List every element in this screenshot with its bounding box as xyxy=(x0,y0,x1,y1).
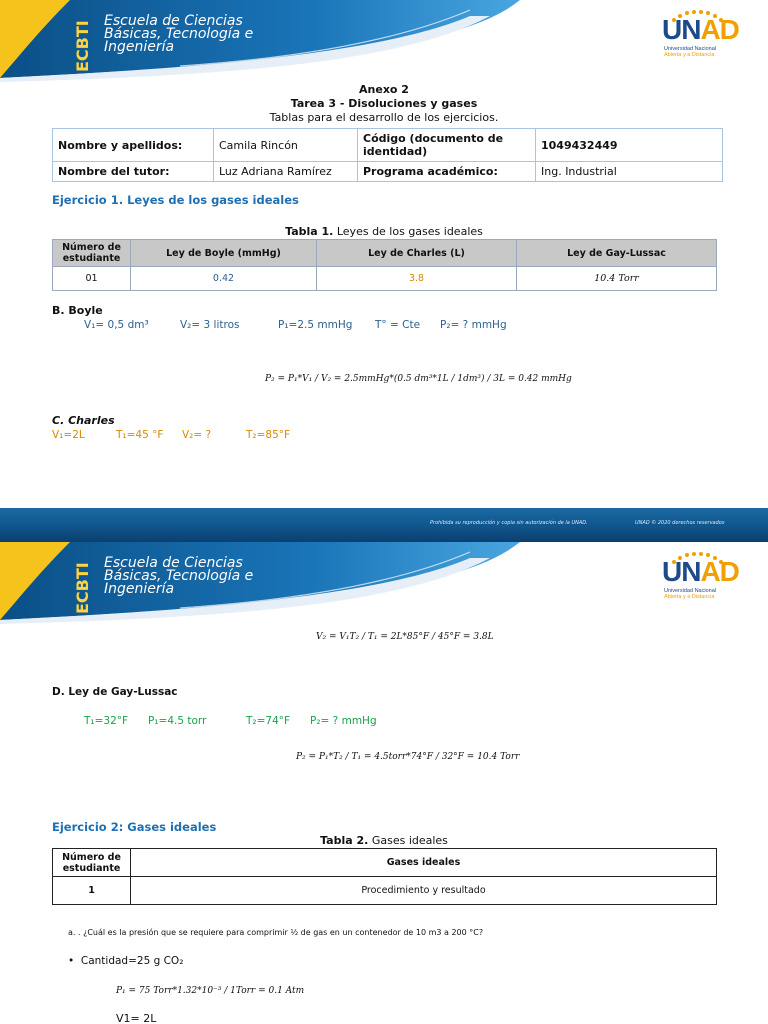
t1-header-boyle: Ley de Boyle (mmHg) xyxy=(131,240,317,267)
ecbti-text: ECBTI xyxy=(73,20,92,72)
program-value: Ing. Industrial xyxy=(536,162,723,182)
gay-lussac-p1: P₁=4.5 torr xyxy=(148,715,207,727)
gay-lussac-formula: P₂ = P₁*T₂ / T₁ = 4.5torr*74°F / 32°F = 10.4 Torr xyxy=(296,752,520,762)
code-value: 1049432449 xyxy=(536,129,723,162)
school-name-page2 xyxy=(104,557,253,596)
t1-cell-student: 01 xyxy=(53,267,131,291)
table2-caption: Tabla 2. Gases ideales xyxy=(320,834,448,847)
annex-title: Anexo 2 xyxy=(359,83,409,96)
boyle-p1: P₁=2.5 mmHg xyxy=(278,319,353,331)
t1-header-student: Número de estudiante xyxy=(53,240,131,267)
t1-cell-charles: 3.8 xyxy=(317,267,517,291)
t2-header-student: Número de estudiante xyxy=(53,849,131,877)
school-line-3: Ingeniería xyxy=(104,39,175,55)
charles-title: C. Charles xyxy=(52,414,115,427)
school-line-2: Básicas, Tecnología e xyxy=(104,568,254,584)
footer-rights: UNAD © 2020 derechos reservados xyxy=(635,520,725,526)
ecbti-logo xyxy=(70,14,96,74)
exercise2-bullet: • Cantidad=25 g CO₂ xyxy=(68,955,184,967)
charles-formula: V₂ = V₁T₂ / T₁ = 2L*85°F / 45°F = 3.8L xyxy=(316,632,494,642)
boyle-p2: P₂= ? mmHg xyxy=(440,319,507,331)
program-label: Programa académico: xyxy=(358,162,536,182)
charles-t2: T₂=85°F xyxy=(246,429,291,441)
t2-cell-procedure: Procedimiento y resultado xyxy=(131,877,717,905)
t1-header-charles: Ley de Charles (L) xyxy=(317,240,517,267)
gay-lussac-t2: T₂=74°F xyxy=(246,715,291,727)
name-value: Camila Rincón xyxy=(214,129,358,162)
boyle-title: B. Boyle xyxy=(52,304,103,317)
unad-subtitle: Universidad Nacional Abierta y a Distancia xyxy=(664,588,716,600)
tutor-label: Nombre del tutor: xyxy=(53,162,214,182)
school-line-1: Escuela de Ciencias xyxy=(104,13,243,29)
page-footer-band xyxy=(0,508,768,542)
ecbti-text-page2: ECBTI xyxy=(73,562,92,614)
task-title: Tarea 3 - Disoluciones y gases xyxy=(290,97,478,110)
school-line-3: Ingeniería xyxy=(104,581,175,597)
header-banner-page2 xyxy=(0,542,768,624)
boyle-v1: V₁= 0,5 dm³ xyxy=(84,319,149,331)
table-2-ideal-gases xyxy=(52,848,717,905)
charles-v2: V₂= ? xyxy=(182,429,212,441)
charles-t1: T₁=45 °F xyxy=(116,429,164,441)
unad-logo-page2 xyxy=(662,552,742,602)
table1-caption: Tabla 1. Leyes de los gases ideales xyxy=(285,225,483,238)
footer-copyright-note: Prohibida su reproducción y copia sin autorización de la UNAD. xyxy=(430,520,588,526)
school-line-1: Escuela de Ciencias xyxy=(104,555,243,571)
exercise2-heading: Ejercicio 2: Gases ideales xyxy=(52,820,217,834)
exercise2-formula: P₁ = 75 Torr*1.32*10⁻³ / 1Torr = 0.1 Atm xyxy=(116,986,305,996)
header-banner xyxy=(0,0,768,82)
exercise1-heading: Ejercicio 1. Leyes de los gases ideales xyxy=(52,193,299,207)
gay-lussac-title: D. Ley de Gay-Lussac xyxy=(52,686,178,698)
t1-cell-boyle: 0.42 xyxy=(131,267,317,291)
code-label: Código (documento de identidad) xyxy=(358,129,536,162)
t1-header-gay-lussac: Ley de Gay-Lussac xyxy=(517,240,717,267)
boyle-formula: P₂ = P₁*V₁ / V₂ = 2.5mmHg*(0.5 dm³*1L / 1dm³) / 3L = 0.42 mmHg xyxy=(265,374,572,384)
t2-header-gases: Gases ideales xyxy=(131,849,717,877)
tutor-value: Luz Adriana Ramírez xyxy=(214,162,358,182)
exercise2-question: a. . ¿Cuál es la presión que se requiere para comprimir ½ de gas en un contenedor de 10 m3 a 200 °C? xyxy=(68,928,484,937)
exercise2-v1: V1= 2L xyxy=(116,1012,157,1024)
boyle-t: T° = Cte xyxy=(375,319,421,331)
school-line-2: Básicas, Tecnología e xyxy=(104,26,254,42)
boyle-v2: V₂= 3 litros xyxy=(180,319,240,331)
school-name xyxy=(104,15,253,54)
gay-lussac-p2: P₂= ? mmHg xyxy=(310,715,377,727)
bullet-icon: • xyxy=(68,955,81,967)
name-label: Nombre y apellidos: xyxy=(53,129,214,162)
unad-logo xyxy=(662,10,742,60)
unad-wordmark: UNAD xyxy=(662,14,739,45)
task-subtitle: Tablas para el desarrollo de los ejercicios. xyxy=(269,111,499,124)
t1-cell-gay-lussac: 10.4 Torr xyxy=(517,267,717,291)
unad-wordmark: UNAD xyxy=(662,556,739,587)
student-info-table xyxy=(52,128,723,182)
t2-cell-student: 1 xyxy=(53,877,131,905)
charles-v1: V₁=2L xyxy=(52,429,85,441)
unad-subtitle: Universidad Nacional Abierta y a Distancia xyxy=(664,46,716,58)
gay-lussac-t1: T₁=32°F xyxy=(84,715,129,727)
table-1-gas-laws xyxy=(52,239,717,291)
ecbti-logo-page2 xyxy=(70,556,96,616)
